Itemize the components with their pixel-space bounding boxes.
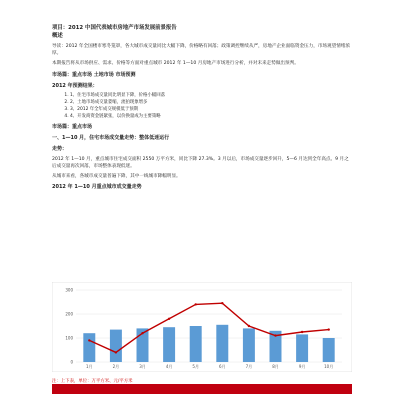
bar (110, 330, 122, 362)
line-point (301, 331, 303, 333)
x-tick-label: 10月 (324, 364, 334, 369)
list-item: 3. 3、2012 年全年成交规模低于预期 (70, 106, 352, 113)
footer-label: 7月 (243, 395, 251, 400)
section-2-heading: 市场篇：重点市场 (52, 123, 93, 130)
x-tick-label: 4月 (165, 364, 173, 369)
y-tick-label: 300 (65, 287, 73, 293)
bar (243, 328, 255, 362)
bar (83, 333, 95, 362)
bar (190, 326, 202, 362)
y-tick-label: 0 (70, 359, 73, 365)
bar (216, 325, 228, 362)
footer-label: 2月 (93, 395, 101, 400)
footer-label: 9月 (303, 395, 311, 400)
bar (323, 338, 335, 362)
section-2-subheading: 一、1—10 月，住宅市场成交量走势：整体低迷运行 (52, 134, 170, 141)
x-tick-label: 7月 (245, 364, 253, 369)
document-page (52, 18, 352, 191)
list-item: 4. 4、开发商资金链紧张，以价换量成为主要策略 (70, 113, 352, 120)
line-point (274, 334, 276, 336)
x-tick-label: 2月 (112, 364, 120, 369)
bar (163, 327, 175, 362)
footer-label: 6月 (213, 395, 221, 400)
bar (296, 334, 308, 362)
list-item: 2. 2、土地市场成交量萎缩，流拍现象增多 (70, 99, 352, 106)
footer-label: 5月 (183, 395, 191, 400)
doc-title: 项目：2012 中国代表城市房地产市场发展前景报告 (52, 25, 177, 31)
line-point (115, 351, 117, 353)
chart-title: 2012 年 1—10 月重点城市成交量走势 (52, 184, 142, 191)
y-tick-label: 100 (65, 335, 73, 341)
doc-subtitle: 概述 (52, 33, 63, 39)
line-point (195, 303, 197, 305)
line-point (168, 318, 170, 320)
x-tick-label: 3月 (139, 364, 146, 369)
footer-label: 3月 (123, 395, 131, 400)
x-tick-label: 8月 (272, 364, 279, 369)
footer-label: 1月 (63, 395, 71, 400)
x-tick-label: 6月 (219, 364, 226, 369)
section-1-subheading: 2012 年预测结果： (52, 82, 98, 89)
chart (52, 282, 352, 372)
trend-label: 走势： (52, 145, 68, 152)
para-2: 本期报告将从市场供应、需求、价格等方面对重点城市 2012 年 1—10 月房地产市场进行分析，并对未来走势做出预判。 (52, 61, 299, 67)
chart-caption: 注：上下表，单位：万平方米、元/平方米 (52, 379, 133, 384)
section-1-heading: 市场篇：重点市场 土地市场 市场预测 (52, 71, 136, 78)
footer-label: 4月 (153, 395, 161, 400)
y-tick-label: 200 (65, 311, 73, 317)
line-point (221, 302, 223, 304)
x-tick-label: 1月 (86, 364, 93, 369)
line-point (141, 332, 143, 334)
line-point (328, 328, 330, 330)
x-tick-label: 9月 (298, 364, 306, 369)
prediction-list (70, 92, 352, 120)
footer-label: 8月 (273, 395, 281, 400)
para-4: 从城市来看，各城市成交量普遍下降，其中一线城市降幅明显。 (52, 174, 181, 180)
line-point (248, 325, 250, 327)
para-3: 2012 年 1—10 月，重点城市住宅成交面积 2550 万平方米，同比下降 27.3%。3 月以后，市场成交量逐步回升，5—6 月达到全年高点。9 月之后成交量再次回落，市场整体表现低迷。 (52, 156, 349, 169)
footer-label: 10月 (332, 395, 342, 400)
list-item: 1. 1、住宅市场成交量同比明显下降，价格小幅回落 (70, 92, 352, 99)
chart-footer-bar (52, 384, 352, 400)
line-point (88, 339, 90, 341)
x-tick-label: 5月 (192, 364, 199, 369)
para-1: 导读：2012 年全国楼市寒冬笼罩，各大城市成交量同比大幅下降，价格略有回落；政策调控继续从严，房地产企业面临资金压力，市场观望情绪浓厚。 (52, 44, 350, 57)
